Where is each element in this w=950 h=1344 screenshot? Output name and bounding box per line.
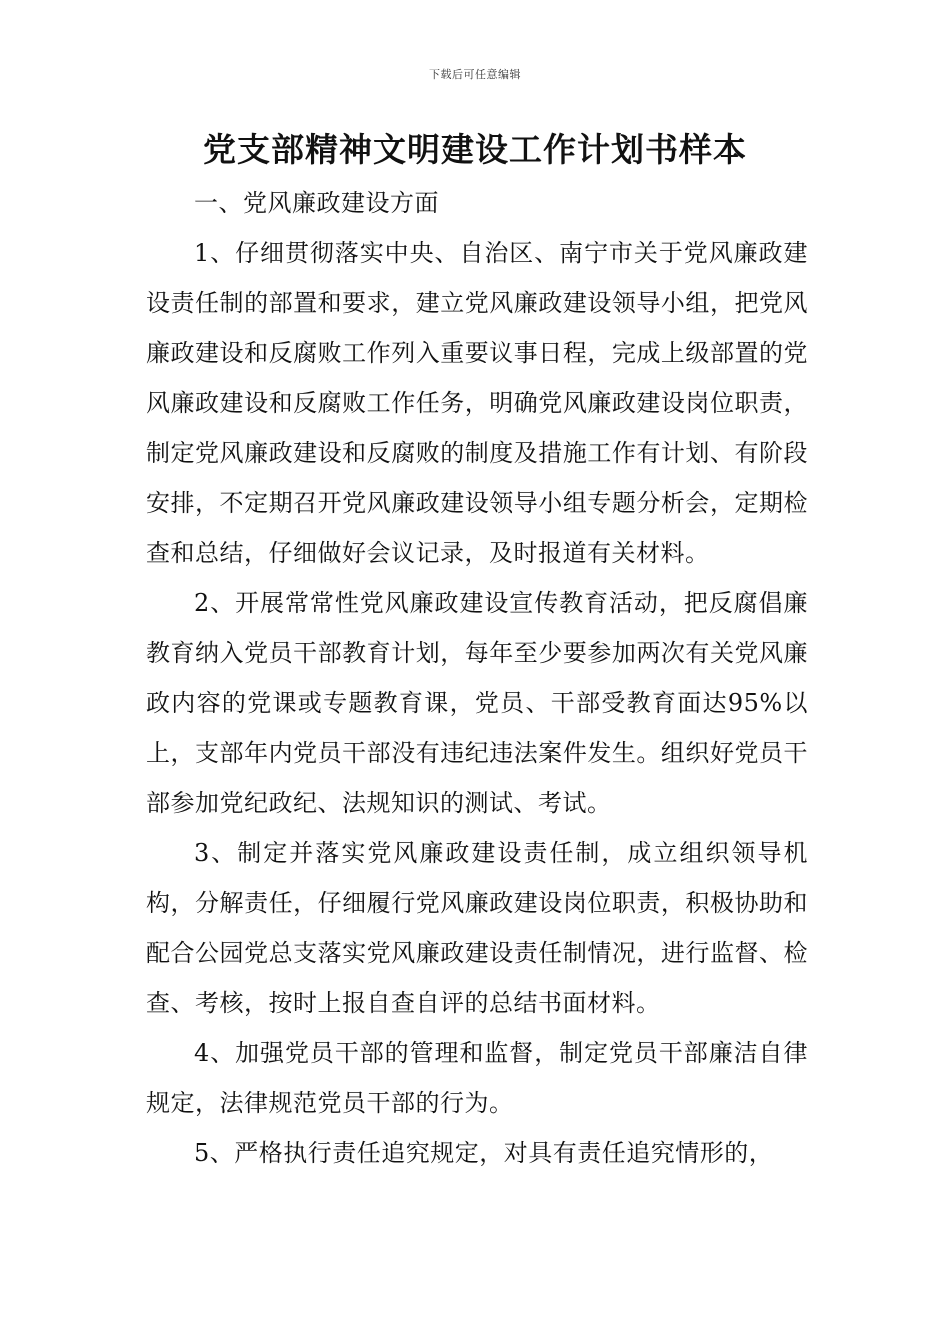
document-body: [146, 178, 808, 1178]
header-note: 下载后可任意编辑: [429, 68, 521, 81]
document-title: 党支部精神文明建设工作计划书样本: [203, 130, 747, 169]
paragraph: 5、严格执行责任追究规定，对具有责任追究情形的，: [194, 1139, 774, 1167]
paragraph: 4、加强党员干部的管理和监督，制定党员干部廉洁自律规定，法律规范党员干部的行为。: [146, 1039, 808, 1117]
paragraph: 2、开展常常性党风廉政建设宣传教育活动，把反腐倡廉教育纳入党员干部教育计划，每年至少要参加两次有关党风廉政内容的党课或专题教育课，党员、干部受教育面达95%以上，支部年内党员干部没有违纪违法案件发生。组织好党员干部参加党纪政纪、法规知识的测试、考试。: [146, 589, 808, 817]
paragraph: 1、仔细贯彻落实中央、自治区、南宁市关于党风廉政建设责任制的部置和要求，建立党风廉政建设领导小组，把党风廉政建设和反腐败工作列入重要议事日程，完成上级部置的党风廉政建设和反腐败工作任务，明确党风廉政建设岗位职责，制定党风廉政建设和反腐败的制度及措施工作有计划、有阶段安排，不定期召开党风廉政建设领导小组专题分析会，定期检查和总结，仔细做好会议记录，及时报道有关材料。: [146, 239, 808, 567]
section-heading: 一、党风廉政建设方面: [194, 189, 439, 217]
paragraph: 3、制定并落实党风廉政建设责任制，成立组织领导机构，分解责任，仔细履行党风廉政建设岗位职责，积极协助和配合公园党总支落实党风廉政建设责任制情况，进行监督、检查、考核，按时上报自查自评的总结书面材料。: [146, 839, 808, 1017]
